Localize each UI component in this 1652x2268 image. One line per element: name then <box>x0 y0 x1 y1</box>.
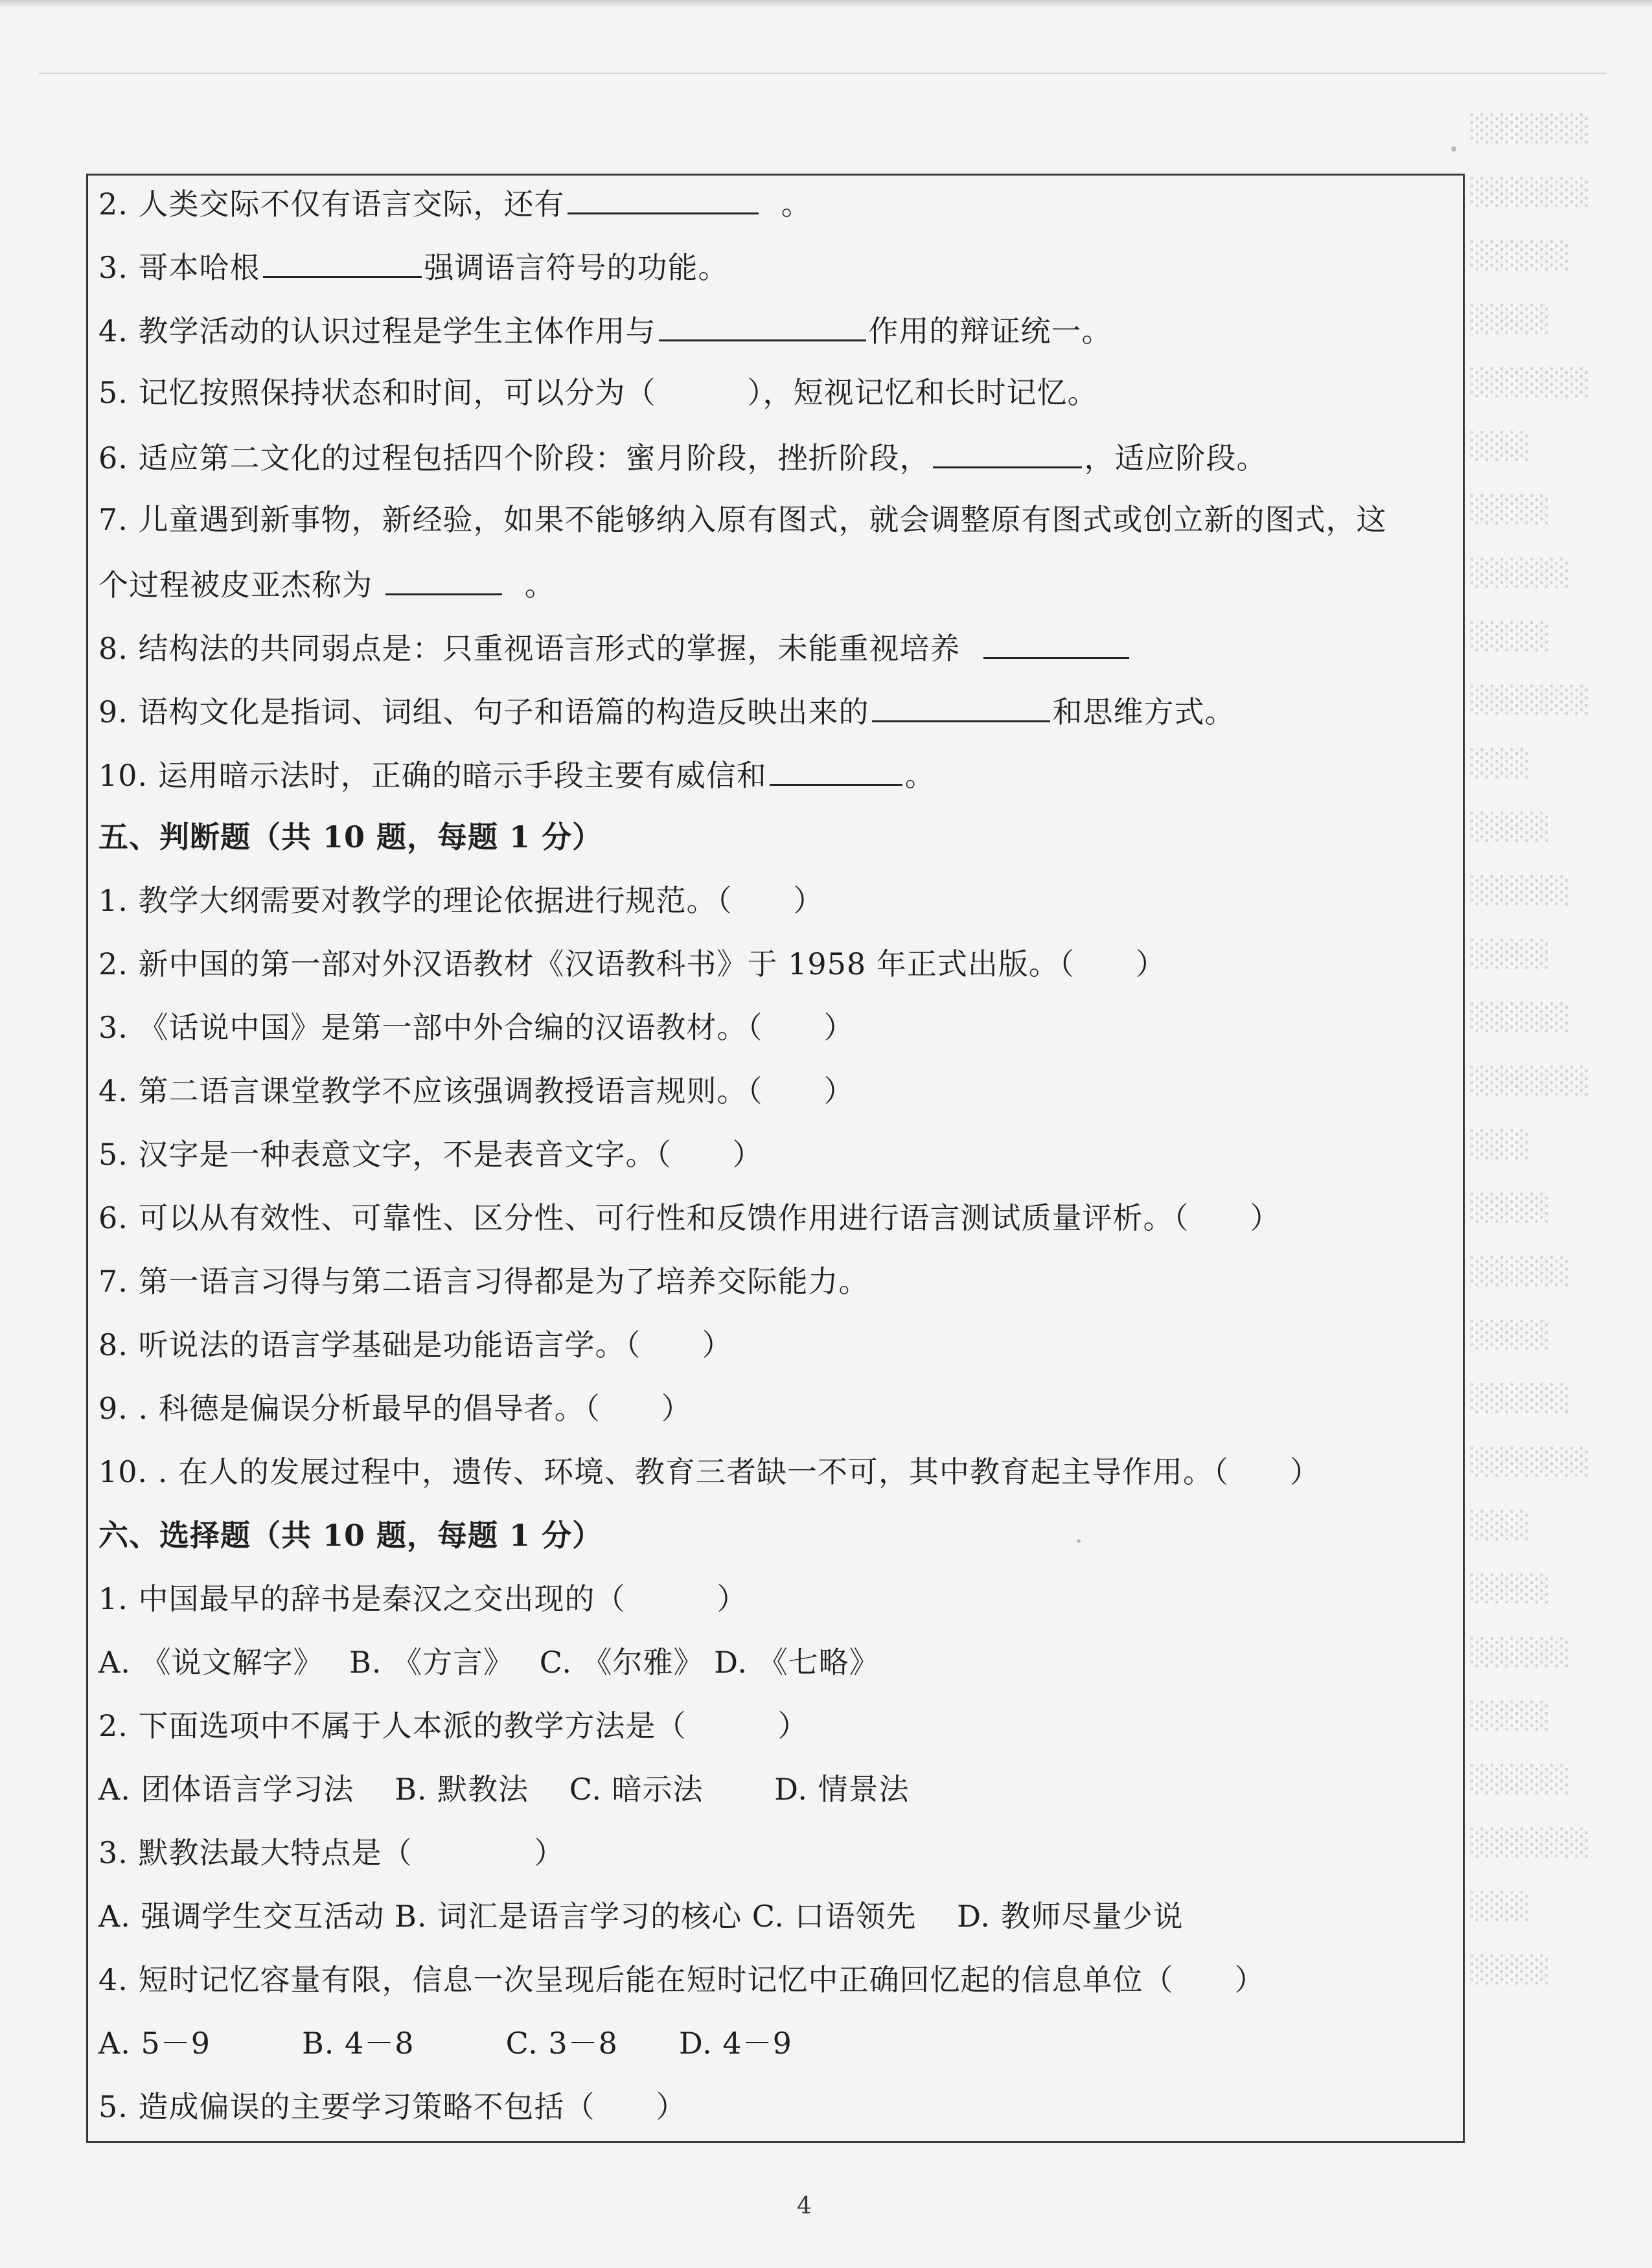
answer-blank[interactable] <box>568 183 759 214</box>
section-heading-choice: 六、选择题（共 10 题，每题 1 分） <box>98 1518 603 1553</box>
choice-question-4: 4. 短时记忆容量有限，信息一次呈现后能在短时记忆中正确回忆起的信息单位（ ） <box>98 1962 1265 1997</box>
judgment-question-6: 6. 可以从有效性、可靠性、区分性、可行性和反馈作用进行语言测试质量评析。（ ） <box>98 1200 1281 1235</box>
choice-options-2: A. 团体语言学习法 B. 默教法 C. 暗示法 D. 情景法 <box>98 1772 910 1807</box>
choice-question-1: 1. 中国最早的辞书是秦汉之交出现的（ ） <box>98 1581 748 1616</box>
answer-blank[interactable] <box>659 310 866 341</box>
judgment-question-10: 10. . 在人的发展过程中，遗传、环境、教育三者缺一不可，其中教育起主导作用。（ ） <box>98 1454 1321 1489</box>
bleed-through-text: ░░░░░░ ░░░░░░ ░░░░░ ░░░░ ░░░░░░ ░░░ ░░░░ ░░░░░ ░░░░ ░░░░░░ ░░░ ░░░░ ░░░░░ ░░░░ ░░░░░ ░░░░░░ ░░░ ░░░░ ░░░░░ ░░░░ ░░░░░ ░░░░░░ ░░░ ░░░░ ░░░░░ ░░░░ ░░░░░ ░░░░░░ ░░░ ░░░░ <box>1471 114 1590 1985</box>
choice-options-4: A. 5－9 B. 4－8 C. 3－8 D. 4－9 <box>98 2026 792 2061</box>
judgment-question-3: 3. 《话说中国》是第一部中外合编的汉语教材。（ ） <box>98 1010 855 1045</box>
answer-blank[interactable] <box>933 437 1082 468</box>
fill-question-8: 8. 结构法的共同弱点是：只重视语言形式的掌握，未能重视培养 <box>98 627 1132 668</box>
fill-question-5: 5. 记忆按照保持状态和时间，可以分为（ ），短视记忆和长时记忆。 <box>98 375 1098 410</box>
judgment-question-4: 4. 第二语言课堂教学不应该强调教授语言规则。（ ） <box>98 1073 855 1108</box>
fill-question-9: 9. 语构文化是指词、词组、句子和语篇的构造反映出来的 和思维方式。 <box>98 691 1235 731</box>
section-heading-judgment: 五、判断题（共 10 题，每题 1 分） <box>98 819 603 854</box>
judgment-question-2: 2. 新中国的第一部对外汉语教材《汉语教科书》于 1958 年正式出版。（ ） <box>98 946 1166 981</box>
choice-options-3: A. 强调学生交互活动 B. 词汇是语言学习的核心 C. 口语领先 D. 教师尽量少说 <box>98 1899 1184 1934</box>
choice-question-5: 5. 造成偏误的主要学习策略不包括（ ） <box>98 2089 687 2124</box>
fill-question-4: 4. 教学活动的认识过程是学生主体作用与 作用的辩证统一。 <box>98 310 1112 350</box>
scan-speck <box>1451 146 1456 152</box>
judgment-question-5: 5. 汉字是一种表意文字，不是表音文字。（ ） <box>98 1137 763 1172</box>
header-rule <box>39 73 1607 74</box>
answer-blank[interactable] <box>872 691 1050 722</box>
scan-speck <box>1077 1539 1081 1543</box>
judgment-question-1: 1. 教学大纲需要对教学的理论依据进行规范。（ ） <box>98 883 824 918</box>
judgment-question-7: 7. 第一语言习得与第二语言习得都是为了培养交际能力。 <box>98 1264 869 1299</box>
scan-top-edge <box>0 0 1652 8</box>
fill-question-6: 6. 适应第二文化的过程包括四个阶段：蜜月阶段，挫折阶段， ，适应阶段。 <box>98 437 1267 477</box>
choice-options-1: A. 《说文解字》 B. 《方言》 C. 《尔雅》 D. 《七略》 <box>98 1645 880 1680</box>
fill-question-3: 3. 哥本哈根 强调语言符号的功能。 <box>98 246 729 287</box>
choice-question-2: 2. 下面选项中不属于人本派的教学方法是（ ） <box>98 1708 809 1743</box>
answer-blank[interactable] <box>263 246 422 278</box>
answer-blank[interactable] <box>983 627 1129 659</box>
choice-question-3: 3. 默教法最大特点是（ ） <box>98 1835 565 1870</box>
fill-question-7-continued: 个过程被皮亚杰称为 。 <box>98 564 555 604</box>
page-number: 4 <box>797 2193 812 2219</box>
answer-blank[interactable] <box>385 564 502 595</box>
fill-question-2: 2. 人类交际不仅有语言交际，还有 。 <box>98 183 812 223</box>
fill-question-10: 10. 运用暗示法时，正确的暗示手段主要有威信和 。 <box>98 754 935 795</box>
judgment-question-8: 8. 听说法的语言学基础是功能语言学。（ ） <box>98 1327 733 1362</box>
fill-question-7: 7. 儿童遇到新事物，新经验，如果不能够纳入原有图式，就会调整原有图式或创立新的图式，这 <box>98 502 1387 537</box>
judgment-question-9: 9. . 科德是偏误分析最早的倡导者。（ ） <box>98 1391 692 1426</box>
answer-blank[interactable] <box>770 754 902 786</box>
